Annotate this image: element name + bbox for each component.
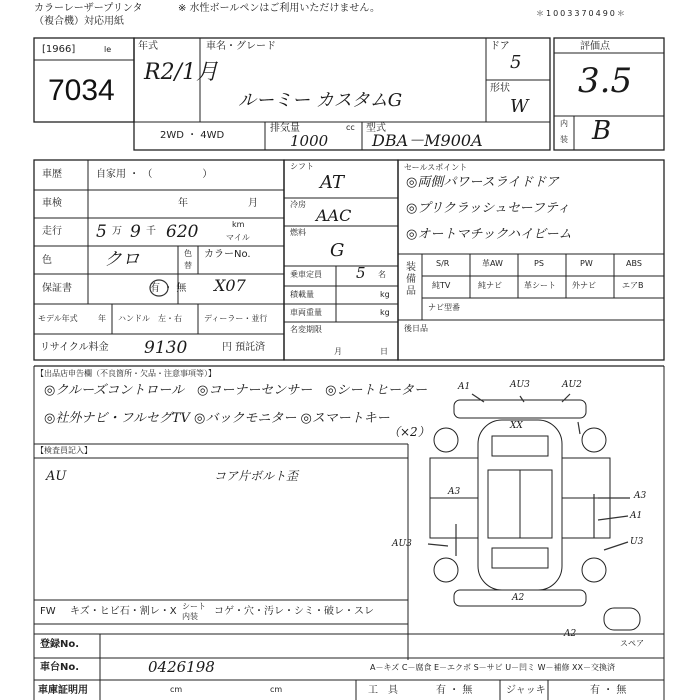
cert-cm-2: cm [270, 685, 283, 694]
damage-mark-11: A2 [564, 629, 577, 639]
seat-label-a: シート [182, 602, 206, 611]
equip-abs: ABS [626, 259, 642, 268]
recycle-value: 9130 [144, 338, 188, 358]
seat-label-b: 内装 [182, 612, 198, 621]
inspector-left: AU [46, 469, 67, 484]
damage-mark-2: AU3 [510, 380, 530, 390]
seat-items: コゲ・穴・汚レ・シミ・破レ・スレ [214, 606, 374, 617]
displacement-label: 排気量 [270, 123, 300, 134]
cert-cm-1: cm [170, 685, 183, 694]
load-label: 積載量 [290, 290, 314, 299]
drive-label: 2WD ・ 4WD [160, 130, 225, 141]
shift-label: シフト [290, 162, 314, 171]
color-no-value: X07 [214, 276, 246, 295]
spare-label: スペア [620, 639, 644, 648]
printer-note-2: （複合機）対応用紙 [34, 16, 124, 27]
interior-label-a: 内 [560, 119, 568, 128]
jack-label: ジャッキ [506, 685, 546, 696]
interior-label-b: 装 [560, 135, 568, 144]
model-year-unit: 年 [98, 314, 106, 323]
lot-number: 7034 [48, 74, 115, 107]
weight-label: 車両重量 [290, 308, 322, 317]
damage-mark-10: A2 [512, 593, 525, 603]
expiry-month: 月 [334, 347, 342, 356]
recycle-label: リサイクル料金 [40, 342, 109, 353]
mileage-rest: 620 [166, 222, 199, 242]
weight-kg: kg [380, 308, 390, 317]
color-swap-b: 替 [184, 261, 192, 270]
fw-items: キズ・ヒビ石・割レ・X [70, 606, 177, 617]
year-label: 年式 [138, 41, 158, 52]
color-label: 色 [42, 255, 52, 266]
damage-mark-1: A1 [458, 382, 471, 392]
damage-mark-6: A3 [634, 491, 647, 501]
mileage-label: 走行 [42, 226, 62, 237]
km-label: km [232, 220, 245, 229]
key-count: （×2） [388, 425, 430, 439]
model-type-value: DBA－M900A [372, 131, 483, 150]
damage-mark-5: A3 [448, 487, 461, 497]
doors-value: 5 [510, 52, 522, 73]
lot-code: [1966] [42, 44, 76, 55]
expiry-day: 日 [380, 347, 388, 356]
tools-options: 有 ・ 無 [436, 685, 473, 696]
shift-value: AT [320, 172, 345, 193]
equip-navi: 純ナビ [478, 281, 502, 290]
registration-label: 登録No. [40, 639, 80, 650]
load-kg: kg [380, 290, 390, 299]
equip-pw: PW [580, 259, 593, 268]
cert-label: 車庫証明用 [38, 685, 88, 696]
history-options: 自家用 ・ （ ） [96, 169, 213, 180]
warranty-label: 保証書 [42, 283, 72, 294]
inspection-year-unit: 年 [178, 198, 188, 209]
aircon-label: 冷房 [290, 200, 306, 209]
score-value: 3.5 [578, 61, 633, 101]
mile-label: マイル [226, 233, 250, 242]
model-grade-label: 車名・グレード [206, 41, 276, 52]
sales-point-3: ◎オートマチックハイビーム [406, 227, 572, 242]
color-swap-a: 色 [184, 249, 192, 258]
score-label: 評価点 [580, 41, 610, 52]
ink-notice: ※ 水性ボールペンはご利用いただけません。 [178, 3, 380, 14]
capacity-label: 乗車定員 [290, 270, 322, 279]
exhibitor-line-2: ◎社外ナビ・フルセグTV ◎バックモニター ◎スマートキー [44, 411, 390, 426]
printer-note-1: カラーレーザープリンタ [34, 3, 143, 14]
damage-legend: A－キズ C－腐食 E－エクボ S－サビ U－凹ミ W－補修 XX－交換済 [370, 663, 616, 672]
name-expiry-label: 名変期限 [290, 325, 322, 334]
recycle-yen: 円 預託済 [222, 342, 266, 353]
chassis-value: 0426198 [148, 658, 215, 676]
shape-label: 形状 [490, 83, 510, 94]
tools-label: 工 具 [368, 685, 398, 696]
mileage-sen: 9 [130, 222, 141, 242]
color-no-label: カラーNo. [204, 249, 251, 260]
inspector-right: コア片ボルト歪 [214, 469, 299, 483]
warranty-options: 有 ・ 無 [150, 283, 187, 294]
model-type-label: 型式 [366, 123, 386, 134]
inspection-month-unit: 月 [248, 198, 258, 209]
auction-sheet: カラーレーザープリンタ （複合機）対応用紙 ※ 水性ボールペンはご利用いただけません。 ＊1003370490＊ [1966] le 7034 年式 車名・グレード ドア 形状 評価点 内 装 2WD ・ 4WD 排気量 cc 型式 R2/1月 ルーミー カスタムG 5 W 3.5 B 1000 DBA－M900A 車歴 自家用 ・ （ ） 車検 年 月 走行 5 万 9 千 620 km マイル 色 クロ 色 替 カラーNo. 保証書 有 ・ 無 X07 モデル年式 年 ハンドル 左・右 ディーラー・並行 リサイクル料金 9130 円 預託済 シフト AT 冷房 AAC 燃料 G 乗車定員 5 名 積載量 kg 車両重量 kg 名変期限 月 日 セールスポイント ◎両側パワースライドドア ◎プリクラッシュセーフティ ◎オートマチックハイビーム 装備品 S/R 革AW PS PW ABS 純TV 純ナビ 革シート 外ナビ エアB ナビ型番 後日品 【出品店申告欄（不良箇所・欠品・注意事項等）】 ◎クルーズコントロール ◎コーナーセンサー ◎シートヒーター ◎社外ナビ・フルセグTV ◎バックモニター ◎スマートキー （×2） 【検査員記入】 AU コア片ボルト歪 A1 AU3 AU2 XX A3 A3 A1 AU3 U3 A2 A2 スペア FW キズ・ヒビ石・割レ・X シート 内装 コゲ・穴・汚レ・シミ・破レ・スレ 登録No. 車台No. 0426198 A－キズ C－腐食 E－エクボ S－サビ U－凹ミ W－補修 XX－交換済 車庫証明用 cm cm 工 具 有 ・ 無 ジャッキ 有 ・ 無 [0, 0, 700, 700]
navi-type-label: ナビ型番 [428, 303, 460, 312]
aircon-value: AAC [316, 206, 352, 225]
chassis-label: 車台No. [40, 662, 80, 673]
handle-label: ハンドル 左・右 [118, 314, 182, 323]
equip-sr: S/R [436, 259, 450, 268]
sales-point-1: ◎両側パワースライドドア [406, 175, 559, 190]
lot-suffix: le [104, 45, 112, 54]
sales-point-2: ◎プリクラッシュセーフティ [406, 201, 570, 216]
doors-label: ドア [490, 41, 510, 52]
jack-options: 有 ・ 無 [590, 685, 627, 696]
damage-mark-3: AU2 [562, 380, 582, 390]
equip-airbag: エアB [622, 281, 644, 290]
damage-mark-4: XX [510, 421, 523, 431]
color-value: クロ [104, 249, 140, 270]
cc-label: cc [346, 123, 355, 132]
fw-label: FW [40, 606, 56, 617]
displacement-value: 1000 [290, 132, 329, 150]
equip-aw: 革AW [482, 259, 503, 268]
history-label: 車歴 [42, 169, 62, 180]
equip-leather: 革シート [524, 281, 556, 290]
aftermarket-label: 後日品 [404, 324, 428, 333]
equip-ext-navi: 外ナビ [572, 281, 596, 290]
sales-points-label: セールスポイント [404, 163, 468, 172]
equip-ps: PS [534, 259, 544, 268]
fuel-value: G [330, 240, 345, 261]
inspection-label: 車検 [42, 198, 62, 209]
capacity-value: 5 [356, 264, 366, 282]
model-grade-value: ルーミー カスタムG [238, 90, 403, 111]
damage-mark-8: AU3 [392, 539, 412, 549]
inspector-notes-label: 【検査員記入】 [36, 446, 92, 455]
equipment-label: 装備品 [406, 262, 416, 297]
persons-label: 名 [378, 270, 386, 279]
dealer-label: ディーラー・並行 [204, 314, 268, 323]
interior-value: B [592, 116, 612, 146]
shape-value: W [510, 96, 529, 117]
mileage-man: 5 [96, 222, 107, 242]
barcode-number: ＊1003370490＊ [536, 9, 627, 18]
model-year-label: モデル年式 [38, 314, 78, 323]
damage-mark-9: U3 [630, 537, 644, 547]
year-value: R2/1月 [144, 60, 218, 85]
fuel-label: 燃料 [290, 228, 306, 237]
exhibitor-line-1: ◎クルーズコントロール ◎コーナーセンサー ◎シートヒーター [44, 383, 427, 398]
equip-tv: 純TV [432, 281, 451, 290]
damage-mark-7: A1 [630, 511, 643, 521]
exhibitor-notes-label: 【出品店申告欄（不良箇所・欠品・注意事項等）】 [36, 369, 216, 378]
